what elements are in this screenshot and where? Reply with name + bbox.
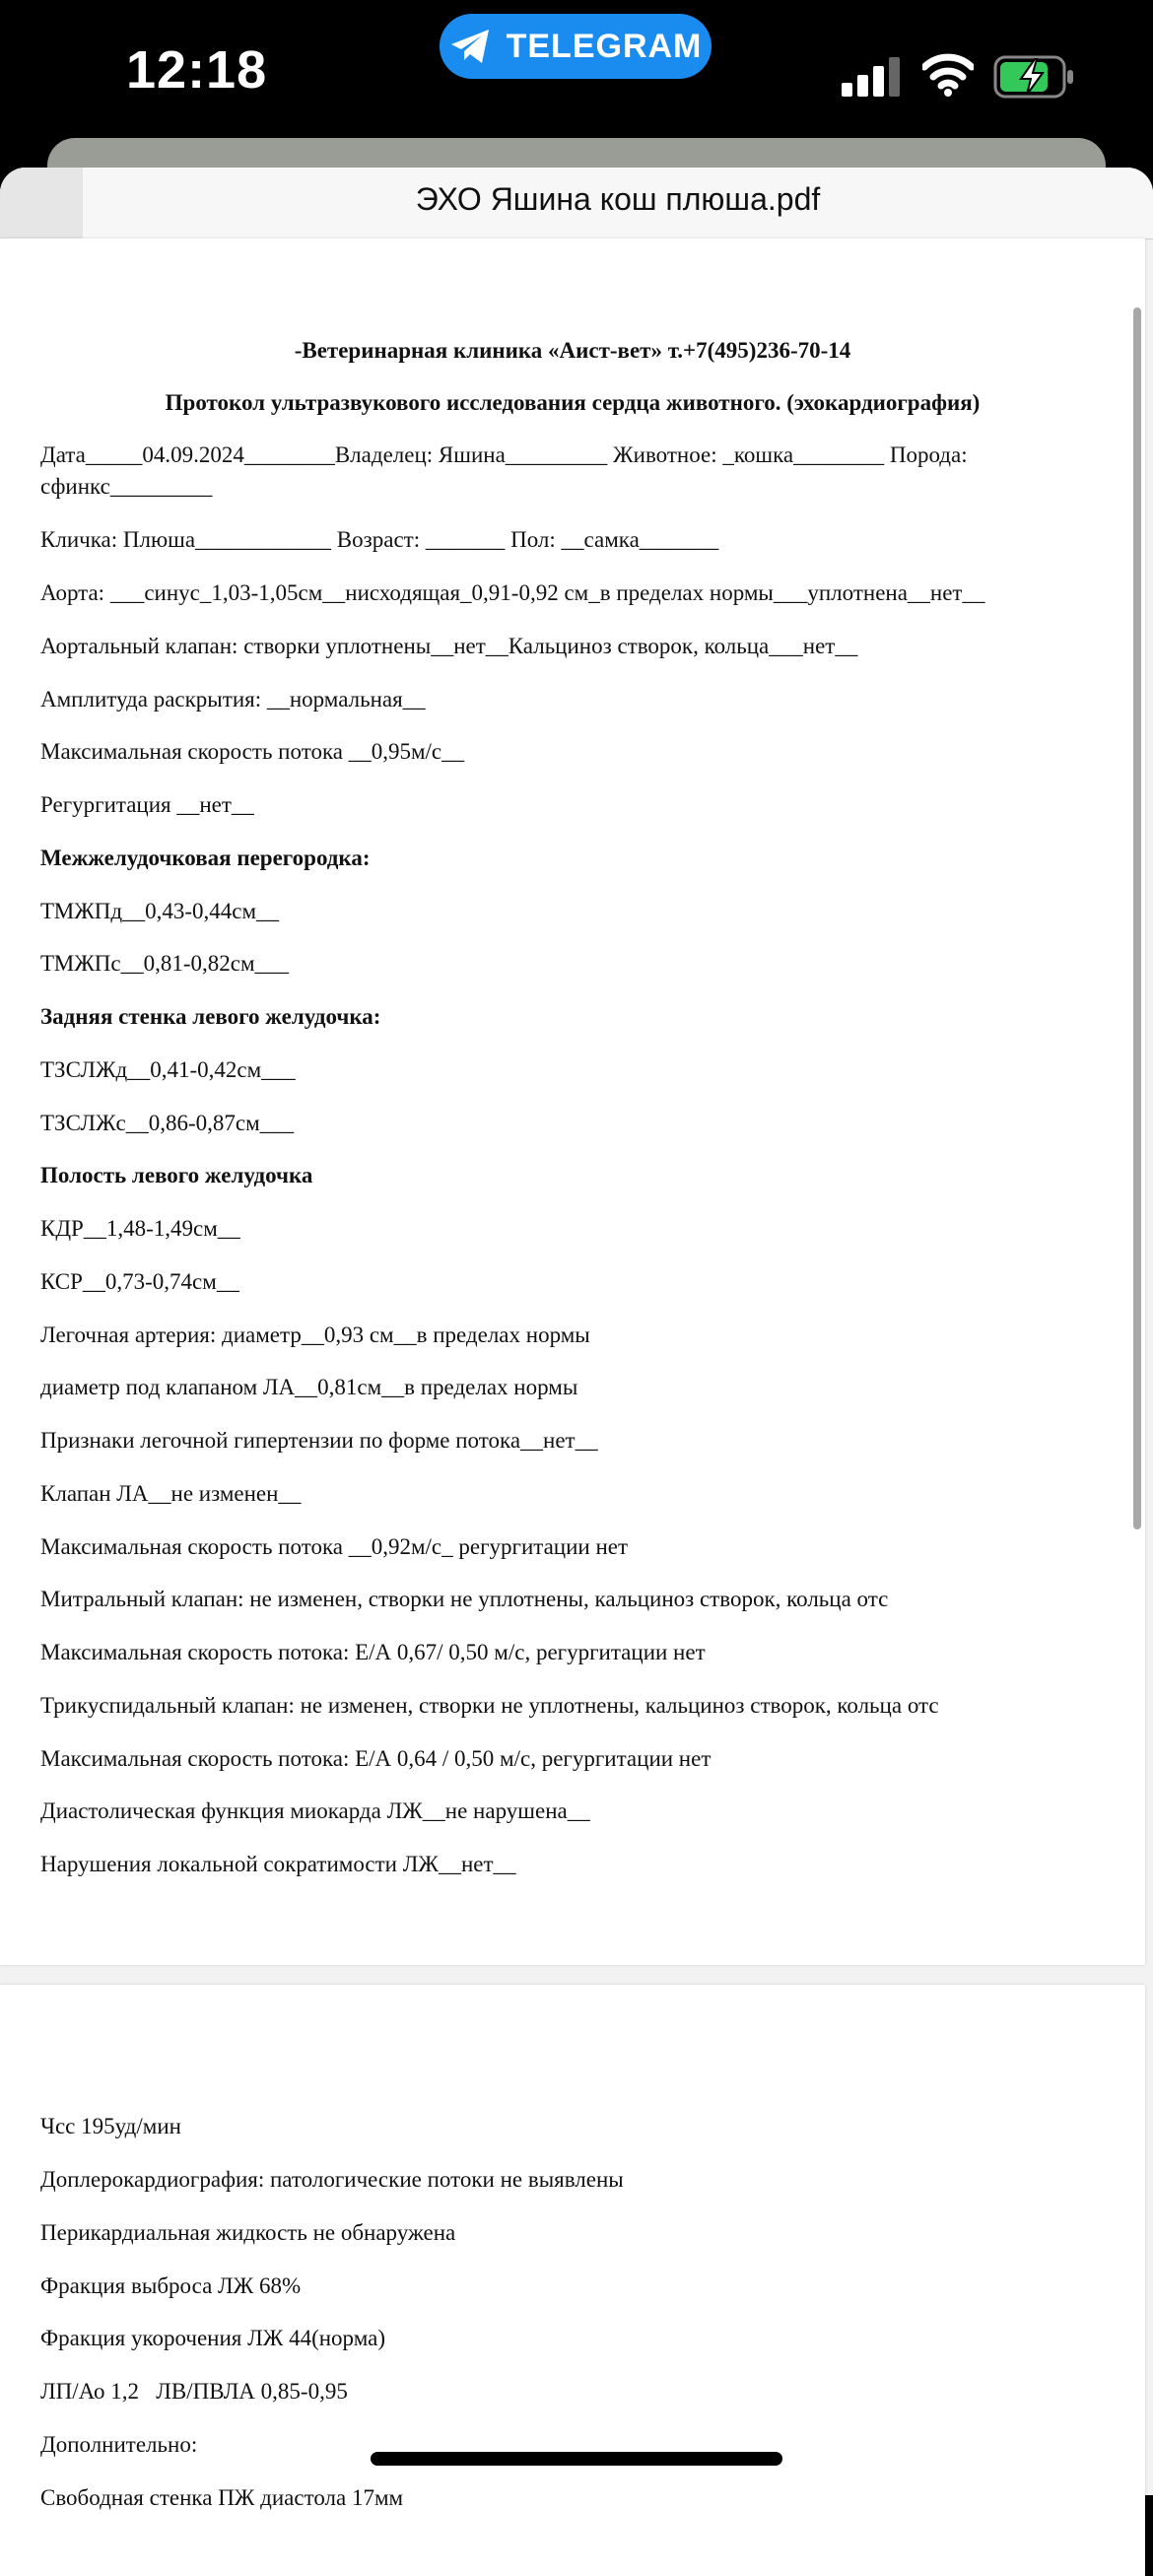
section-heading: Задняя стенка левого желудочка: bbox=[40, 1004, 381, 1029]
back-to-telegram-button[interactable] bbox=[440, 14, 712, 79]
header-left-pane bbox=[0, 168, 83, 238]
report-line: Диастолическая функция миокарда ЛЖ__не нарушена__ bbox=[40, 1798, 590, 1823]
report-line: Свободная стенка ПЖ диастола 17мм bbox=[40, 2485, 404, 2510]
section-heading: Полость левого желудочка bbox=[40, 1163, 313, 1187]
report-line: Кличка: Плюша____________ Возраст: _______ Пол: __самка_______ bbox=[40, 527, 719, 552]
clock: 12:18 bbox=[126, 40, 268, 100]
report-line: ТЗСЛЖд__0,41-0,42см___ bbox=[40, 1057, 296, 1082]
report-line: Аортальный клапан: створки уплотнены__нет__Кальциноз створок, кольца___нет__ bbox=[40, 634, 858, 658]
report-line: ТМЖПс__0,81-0,82см___ bbox=[40, 951, 290, 976]
report-line: Аорта: ___синус_1,03-1,05см__нисходящая_0,91-0,92 см_в пределах нормы___уплотнена__нет__ bbox=[40, 580, 985, 605]
pdf-page-2 bbox=[0, 1985, 1145, 2576]
report-line: Чсс 195уд/мин bbox=[40, 2114, 181, 2138]
report-line: Нарушения локальной сократимости ЛЖ__нет__ bbox=[40, 1852, 516, 1876]
report-line: сфинкс_________ bbox=[40, 474, 213, 499]
document-title: ЭХО Яшина кош плюша.pdf bbox=[415, 181, 821, 217]
home-indicator[interactable] bbox=[371, 2452, 782, 2466]
report-line: КДР__1,48-1,49см__ bbox=[40, 1216, 240, 1241]
report-line: Максимальная скорость потока __0,95м/с__ bbox=[40, 739, 465, 764]
report-line: ТЗСЛЖс__0,86-0,87см___ bbox=[40, 1111, 295, 1135]
report-line: Доплерокардиография: патологические потоки не выявлены bbox=[40, 2167, 624, 2192]
wifi-icon bbox=[922, 51, 974, 97]
clinic-header: -Ветеринарная клиника «Аист-вет» т.+7(495)236-70-14 bbox=[294, 338, 851, 363]
report-line: Клапан ЛА__не изменен__ bbox=[40, 1481, 302, 1506]
report-line: Дата_____04.09.2024________Владелец: Яшина_________ Животное: _кошка________ Порода: bbox=[40, 442, 968, 467]
report-line: Максимальная скорость потока __0,92м/с_ регургитации нет bbox=[40, 1534, 629, 1559]
report-line: Легочная артерия: диаметр__0,93 см__в пределах нормы bbox=[40, 1322, 590, 1347]
pdf-page-1 bbox=[0, 238, 1145, 1965]
telegram-icon bbox=[449, 28, 493, 65]
report-line: Фракция выброса ЛЖ 68% bbox=[40, 2273, 302, 2298]
report-line: диаметр под клапаном ЛА__0,81см__в пределах нормы bbox=[40, 1375, 578, 1399]
report-line: Митральный клапан: не изменен, створки не уплотнены, кальциноз створок, кольца отс bbox=[40, 1587, 889, 1611]
back-app-label: TELEGRAM bbox=[506, 27, 703, 65]
report-line: Максимальная скорость потока: Е/А 0,67/ 0,50 м/с, регургитации нет bbox=[40, 1640, 706, 1664]
protocol-title: Протокол ультразвукового исследования сердца животного. (эхокардиография) bbox=[165, 390, 981, 415]
report-line: ЛП/Ао 1,2 ЛВ/ПВЛА 0,85-0,95 bbox=[40, 2379, 348, 2404]
report-line: Дополнительно: bbox=[40, 2432, 198, 2457]
report-line: Перикардиальная жидкость не обнаружена bbox=[40, 2220, 456, 2245]
report-line: Трикуспидальный клапан: не изменен, створки не уплотнены, кальциноз створок, кольца отс bbox=[40, 1693, 939, 1718]
status-bar bbox=[0, 0, 1153, 158]
report-line: Регургитация __нет__ bbox=[40, 792, 254, 817]
vertical-scrollbar[interactable] bbox=[1133, 307, 1141, 1529]
cellular-signal-icon bbox=[842, 57, 901, 97]
section-heading: Межжелудочковая перегородка: bbox=[40, 846, 371, 870]
report-line: Амплитуда раскрытия: __нормальная__ bbox=[40, 687, 426, 712]
report-line: Признаки легочной гипертензии по форме потока__нет__ bbox=[40, 1428, 598, 1453]
battery-charging-icon bbox=[993, 55, 1074, 99]
report-line: Максимальная скорость потока: Е/А 0,64 / 0,50 м/с, регургитации нет bbox=[40, 1746, 712, 1771]
pdf-viewer-sheet bbox=[0, 168, 1153, 2510]
report-line: Фракция укорочения ЛЖ 44(норма) bbox=[40, 2326, 385, 2350]
report-line: ТМЖПд__0,43-0,44см__ bbox=[40, 899, 280, 923]
report-line: КСР__0,73-0,74см__ bbox=[40, 1269, 239, 1294]
viewer-header bbox=[0, 168, 1153, 239]
